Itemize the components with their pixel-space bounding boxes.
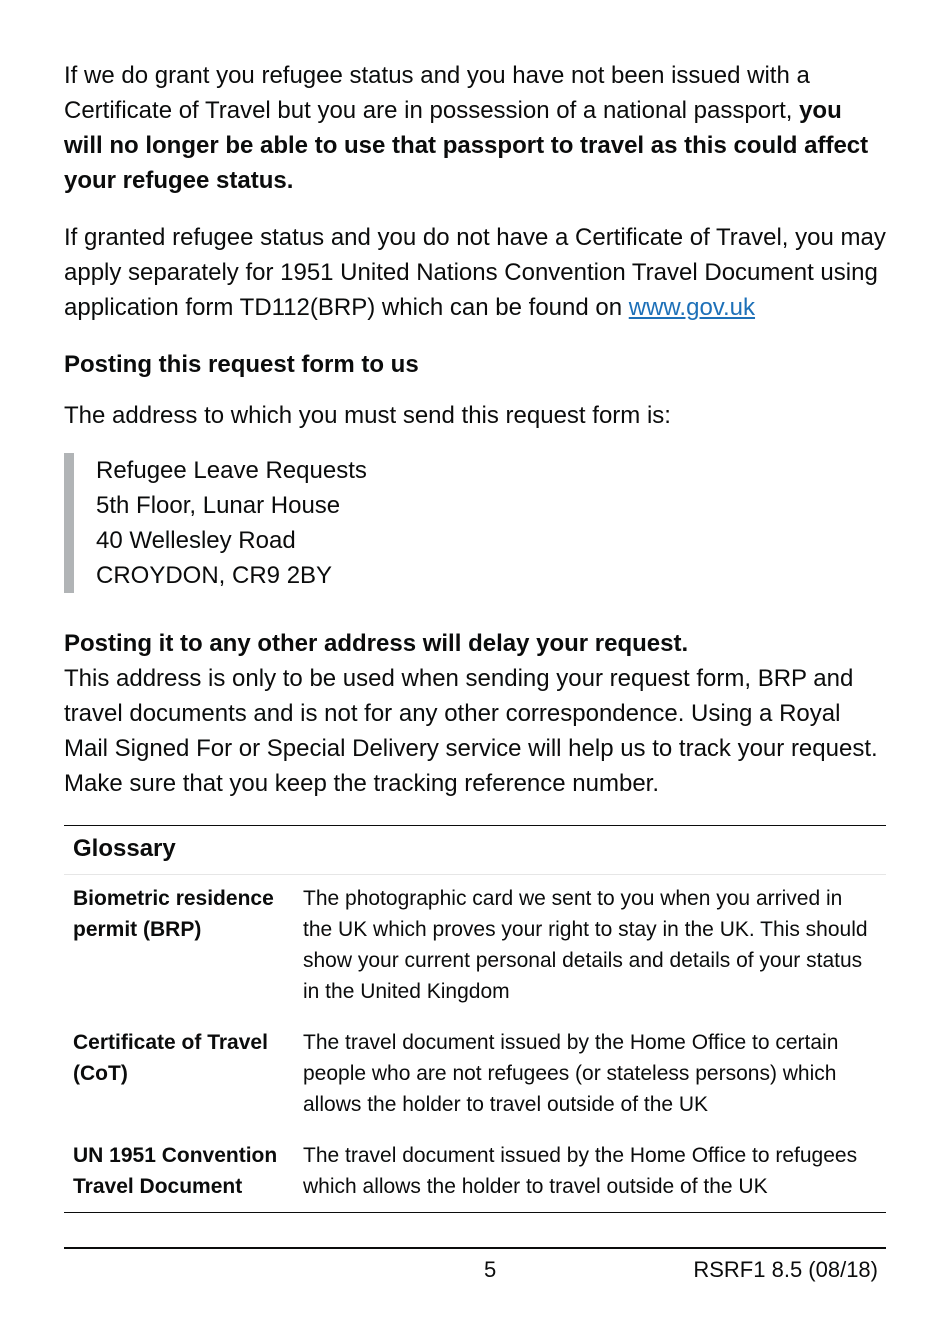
address-line: Refugee Leave Requests	[96, 457, 367, 484]
glossary-row	[64, 1013, 886, 1126]
glossary-table	[64, 825, 886, 1213]
glossary-definition: The photographic card we sent to you when you arrived in the UK which proves your right to stay in the UK. This should show your current personal details and details of your status in the United Kingdom	[303, 887, 868, 1003]
passport-paragraph-text: If we do grant you refugee status and you have not been issued with a Certificate of Travel but you are in possession of a national passport,	[64, 62, 810, 124]
gov-uk-link[interactable]: www.gov.uk	[628, 294, 756, 321]
page-content	[64, 58, 886, 1213]
page-footer	[64, 1247, 886, 1289]
glossary-row	[64, 1126, 886, 1212]
address-intro: The address to which you must send this request form is:	[64, 402, 671, 429]
address-usage-paragraph: This address is only to be used when sending your request form, BRP and travel documents and is not for any other correspondence. Using a Royal Mail Signed For or Special Delivery service will help us to track your request. Make sure that you keep the tracking reference number.	[64, 665, 878, 797]
address-line: 5th Floor, Lunar House	[96, 492, 341, 519]
glossary-term: Certificate of Travel (CoT)	[73, 1031, 268, 1085]
address-line: CROYDON, CR9 2BY	[96, 562, 333, 589]
glossary-heading: Glossary	[64, 826, 886, 875]
glossary-row	[64, 875, 886, 1013]
glossary-definition: The travel document issued by the Home Office to refugees which allows the holder to travel outside of the UK	[303, 1144, 858, 1198]
glossary-term: UN 1951 Convention Travel Document	[73, 1144, 278, 1198]
passport-paragraph	[64, 58, 886, 198]
passport-warning-bold: you will no longer be able to use that passport to travel as this could affect your refugee status.	[64, 97, 869, 194]
travel-document-text: If granted refugee status and you do not have a Certificate of Travel, you may apply separately for 1951 United Nations Convention Travel Document using application form TD112(BRP) which can be found on	[64, 224, 886, 321]
address-block	[64, 453, 886, 593]
glossary-definition: The travel document issued by the Home Office to certain people who are not refugees (or stateless persons) which allows the holder to travel outside of the UK	[303, 1031, 839, 1116]
posting-heading: Posting this request form to us	[64, 351, 419, 378]
form-reference: RSRF1 8.5 (08/18)	[693, 1257, 878, 1282]
address-line: 40 Wellesley Road	[96, 527, 296, 554]
page-number: 5	[484, 1257, 497, 1282]
glossary-term: Biometric residence permit (BRP)	[73, 887, 274, 941]
travel-document-paragraph	[64, 220, 886, 325]
delay-warning: Posting it to any other address will delay your request.	[64, 630, 689, 657]
